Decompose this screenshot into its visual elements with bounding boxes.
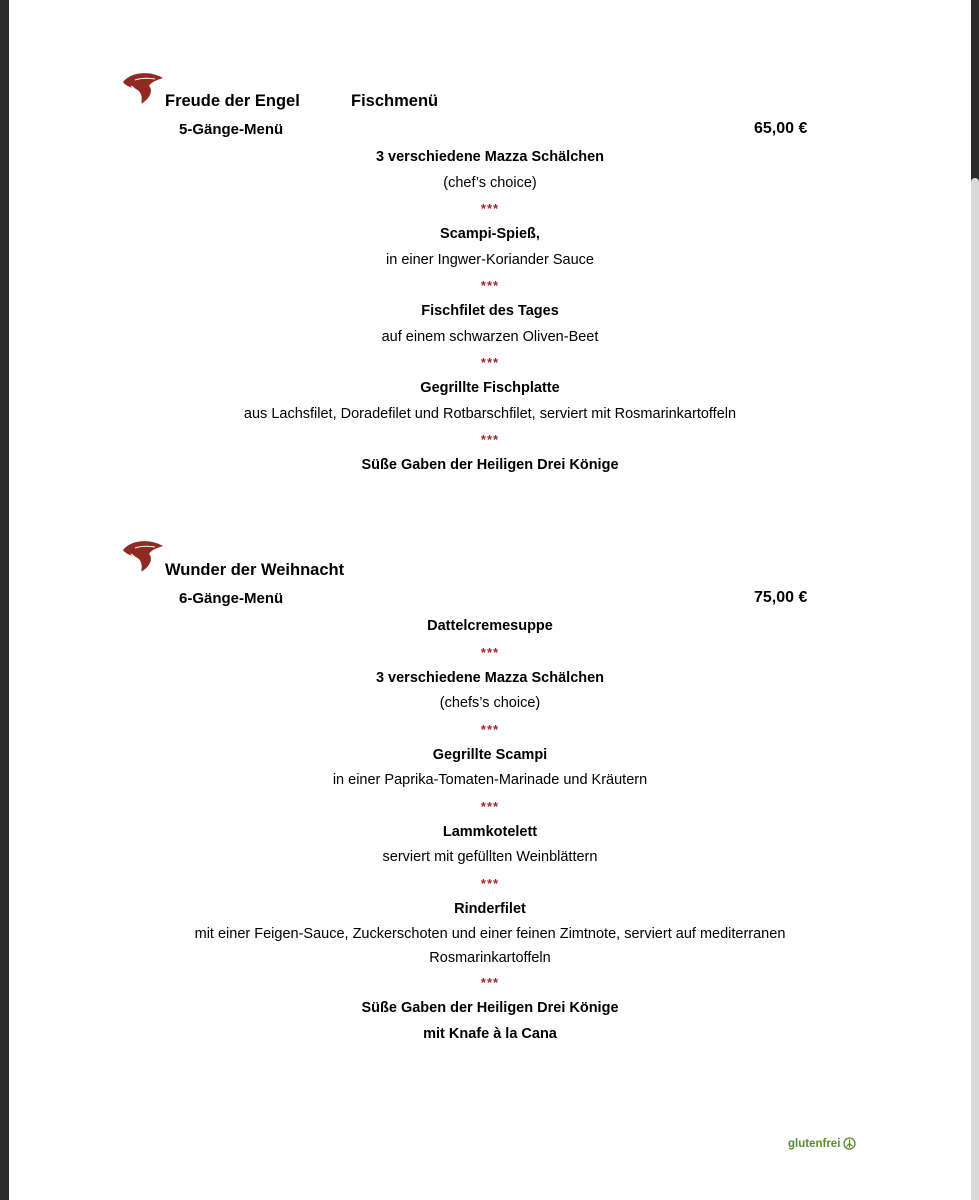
menu-title: Freude der Engel [165,92,300,110]
course-name: Scampi-Spieß, [440,226,540,242]
menu-price: 75,00 € [754,589,808,606]
menu-price: 65,00 € [754,120,808,137]
menu-title: Wunder der Weihnacht [165,561,345,579]
course-name: Süße Gaben der Heiligen Drei Könige [361,1000,619,1016]
course-name: 3 verschiedene Mazza Schälchen [375,669,605,686]
scrollbar[interactable] [971,0,979,1200]
course-description: in einer Ingwer-Koriander Sauce [386,251,594,268]
course-description: auf einem schwarzen Oliven-Beet [381,328,599,345]
course-separator: *** [480,875,500,891]
leaf-logo-icon [121,538,165,578]
menu-type-label: Fischmenü [351,92,439,110]
course-name: Gegrillte Fischplatte [420,380,560,396]
course-description: serviert mit gefüllten Weinblättern [382,849,598,865]
leaf-circle-icon [843,1137,856,1150]
courses-label: 5-Gänge-Menü [179,121,284,138]
course-name: Gegrillte Scampi [432,746,548,763]
scrollbar-thumb[interactable] [971,178,979,1200]
course-separator: *** [480,975,500,990]
glutenfrei-legend [788,1137,856,1150]
course-list [9,145,971,479]
course-name: 3 verschiedene Mazza Schälchen [375,149,605,165]
course-name: Dattelcremesuppe [427,618,553,634]
courses-label: 6-Gänge-Menü [179,590,284,607]
leaf-logo-icon [121,70,165,110]
course-separator: *** [480,201,500,216]
course-description: mit einer Feigen-Sauce, Zuckerschoten und einer feinen Zimtnote, serviert auf mediterranen Rosmarinkartoffeln [194,926,786,966]
course-name: Rinderfilet [454,900,526,917]
course-separator: *** [480,721,500,737]
course-separator: *** [480,355,500,370]
course-separator: *** [480,278,500,293]
course-description: (chefs’s choice) [439,695,541,711]
course-separator: *** [480,432,500,447]
course-name: Fischfilet des Tages [421,303,559,319]
menu-page [9,0,971,1200]
course-description: aus Lachsfilet, Doradefilet und Rotbarschfilet, serviert mit Rosmarinkartoffeln [243,405,737,422]
glutenfrei-label: glutenfrei [788,1137,841,1150]
course-name: Lammkotelett [442,823,538,840]
course-name: mit Knafe à la Cana [423,1025,557,1042]
course-list [9,614,971,1047]
course-name: Süße Gaben der Heiligen Drei Könige [361,457,619,473]
course-separator: *** [480,644,500,660]
course-description: (chef’s choice) [443,174,537,191]
course-separator: *** [480,798,500,814]
course-description: in einer Paprika-Tomaten-Marinade und Kräutern [332,772,648,788]
